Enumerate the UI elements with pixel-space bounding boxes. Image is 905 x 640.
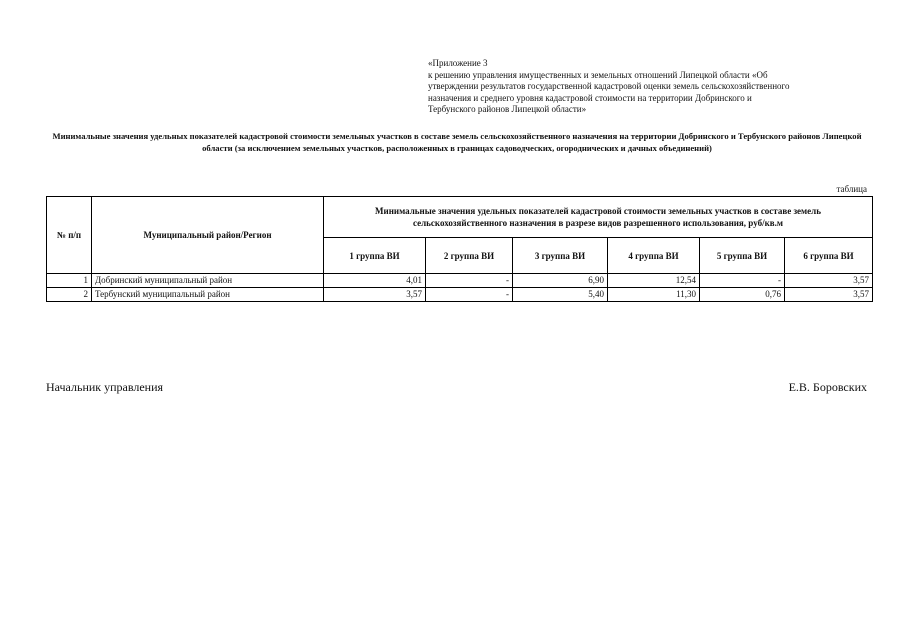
row-num: 1	[47, 274, 92, 288]
document-title: Минимальные значения удельных показателей кадастровой стоимости земельных участков в составе земель сельскохозяйственного назначения на территории Добринского и Тербунского районов Липецкой области (за исключением земельных участков, расположенных в границах садоводческих, огороднических и дачных объединений)	[52, 131, 862, 153]
row-region: Добринский муниципальный район	[92, 274, 324, 288]
appendix-line: Тербунского районов Липецкой области»	[428, 104, 587, 114]
header-group-6: 6 группа ВИ	[785, 238, 873, 274]
row-value: 3,57	[785, 274, 873, 288]
header-group-5: 5 группа ВИ	[700, 238, 785, 274]
header-group-4: 4 группа ВИ	[608, 238, 700, 274]
appendix-note	[428, 58, 878, 116]
signature-name: Е.В. Боровских	[788, 380, 867, 394]
appendix-line: «Приложение 3	[428, 58, 488, 68]
table-header-row	[47, 197, 873, 238]
header-group-1: 1 группа ВИ	[324, 238, 426, 274]
cadastral-values-table	[46, 196, 873, 302]
header-group-2: 2 группа ВИ	[426, 238, 513, 274]
row-value: 3,57	[785, 288, 873, 302]
row-value: -	[426, 274, 513, 288]
header-num: № п/п	[47, 197, 92, 274]
table-row	[47, 288, 873, 302]
row-value: 5,40	[513, 288, 608, 302]
appendix-line: назначения и среднего уровня кадастровой стоимости на территории Добринского и	[428, 92, 752, 103]
table-row	[47, 274, 873, 288]
row-value: 3,57	[324, 288, 426, 302]
header-group-3: 3 группа ВИ	[513, 238, 608, 274]
row-region: Тербунский муниципальный район	[92, 288, 324, 302]
appendix-line: к решению управления имущественных и земельных отношений Липецкой области «Об	[428, 69, 768, 80]
row-value: 0,76	[700, 288, 785, 302]
header-region: Муниципальный район/Регион	[92, 197, 324, 274]
row-num: 2	[47, 288, 92, 302]
row-value: -	[700, 274, 785, 288]
row-value: 4,01	[324, 274, 426, 288]
appendix-line: утверждении результатов государственной кадастровой оценки земель сельскохозяйственного	[428, 81, 790, 91]
row-value: -	[426, 288, 513, 302]
row-value: 12,54	[608, 274, 700, 288]
header-group: Минимальные значения удельных показателей кадастровой стоимости земельных участков в составе земель сельскохозяйственного назначения в разрезе видов разрешенного использования, руб/кв.м	[324, 197, 873, 238]
row-value: 11,30	[608, 288, 700, 302]
row-value: 6,90	[513, 274, 608, 288]
signature-position: Начальник управления	[46, 380, 164, 394]
table-label: таблица	[836, 184, 867, 194]
